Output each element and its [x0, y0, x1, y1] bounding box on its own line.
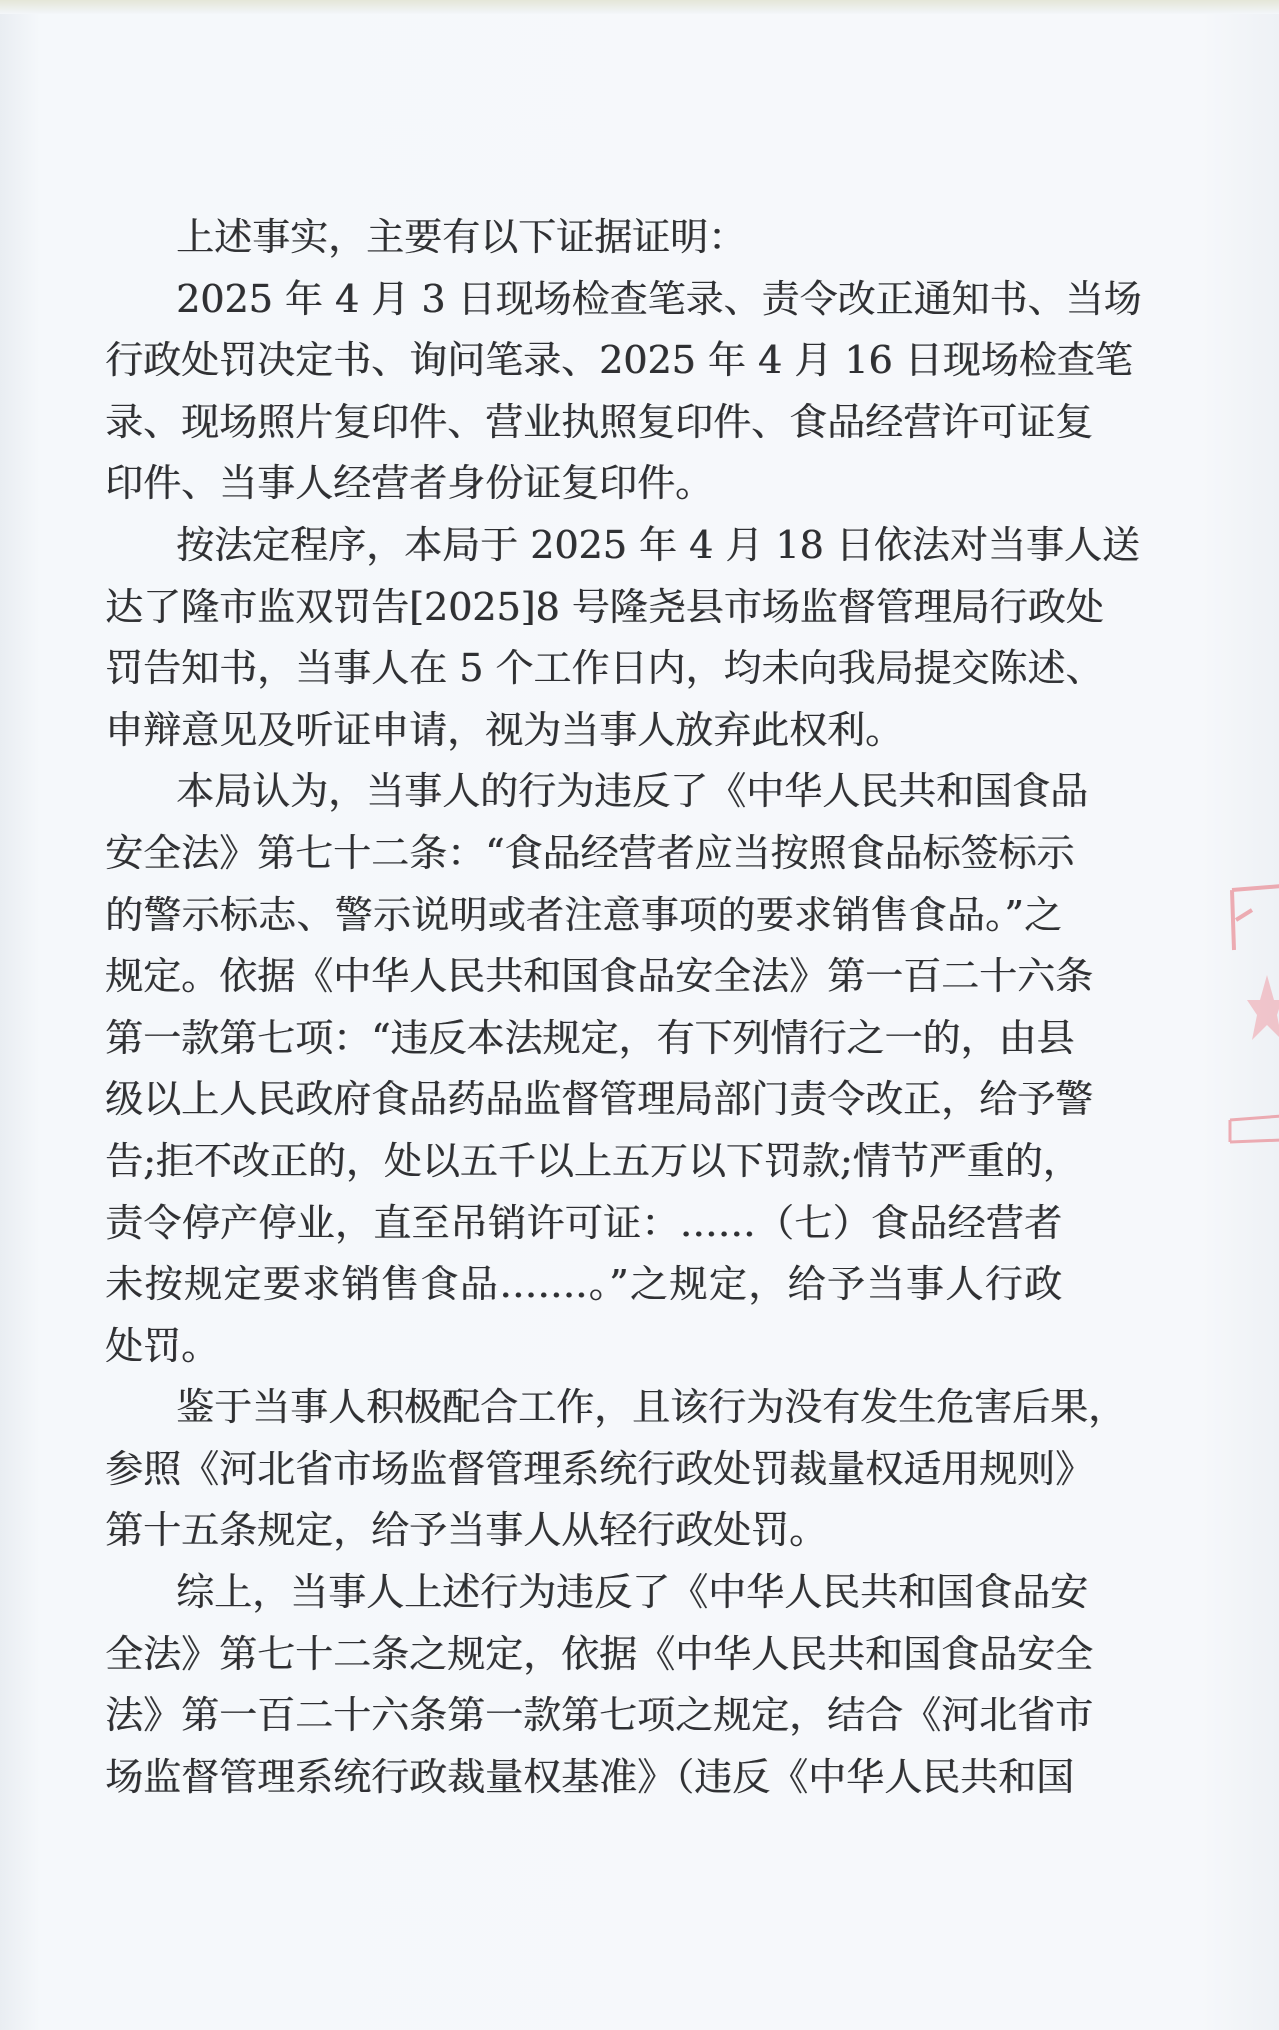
- paragraph-line: 印件、当事人经营者身份证复印件。: [105, 461, 714, 506]
- paragraph-line: 未按规定要求销售食品…….。”之规定，给予当事人行政: [105, 1262, 1062, 1307]
- paragraph-line: 参照《河北省市场监督管理系统行政处罚裁量权适用规则》: [105, 1446, 1094, 1491]
- red-seal-fragment: [1222, 880, 1279, 1150]
- paragraph-line: 录、现场照片复印件、营业执照复印件、食品经营许可证复: [105, 399, 1094, 444]
- paragraph-line: 按法定程序，本局于 2025 年 4 月 18 日依法对当事人送: [176, 522, 1140, 567]
- paragraph-line: 本局认为，当事人的行为违反了《中华人民共和国食品: [176, 769, 1089, 814]
- paragraph-line: 达了隆市监双罚告[2025]8 号隆尧县市场监督管理局行政处: [105, 584, 1104, 629]
- paragraph-line: 综上，当事人上述行为违反了《中华人民共和国食品安: [176, 1570, 1089, 1615]
- paragraph-line: 罚告知书，当事人在 5 个工作日内，均未向我局提交陈述、: [105, 646, 1104, 691]
- paragraph-line: 规定。依据《中华人民共和国食品安全法》第一百二十六条: [105, 954, 1094, 999]
- paragraph-line: 第十五条规定，给予当事人从轻行政处罚。: [105, 1508, 828, 1553]
- paragraph-line: 申辩意见及听证申请，视为当事人放弃此权利。: [105, 707, 904, 752]
- paragraph-line: 处罚。: [105, 1323, 220, 1368]
- paragraph-line: 鉴于当事人积极配合工作，且该行为没有发生危害后果，: [176, 1385, 1127, 1430]
- paragraph-line: 的警示标志、警示说明或者注意事项的要求销售食品。”之: [105, 892, 1062, 937]
- paragraph-line: 告;拒不改正的，处以五千以上五万以下罚款;情节严重的，: [105, 1138, 1081, 1183]
- scan-edge: [0, 0, 1279, 14]
- paragraph-line: 上述事实，主要有以下证据证明：: [176, 215, 747, 259]
- paragraph-line: 级以上人民政府食品药品监督管理局部门责令改正，给予警: [105, 1077, 1094, 1122]
- paragraph-line: 安全法》第七十二条：“食品经营者应当按照食品标签标示: [105, 830, 1075, 875]
- paragraph-line: 行政处罚决定书、询问笔录、2025 年 4 月 16 日现场检查笔: [105, 338, 1133, 383]
- paragraph-line: 全法》第七十二条之规定，依据《中华人民共和国食品安全: [105, 1631, 1094, 1676]
- document-body: [105, 207, 1142, 1808]
- paragraph-line: 2025 年 4 月 3 日现场检查笔录、责令改正通知书、当场: [176, 276, 1142, 321]
- paragraph-line: 场监督管理系统行政裁量权基准》（违反《中华人民共和国: [105, 1754, 1075, 1799]
- paragraph-line: 第一款第七项：“违反本法规定，有下列情行之一的，由县: [105, 1015, 1075, 1060]
- paragraph-line: 法》第一百二十六条第一款第七项之规定，结合《河北省市: [105, 1693, 1094, 1738]
- paragraph-line: 责令停产停业，直至吊销许可证：……（七）食品经营者: [105, 1200, 1062, 1245]
